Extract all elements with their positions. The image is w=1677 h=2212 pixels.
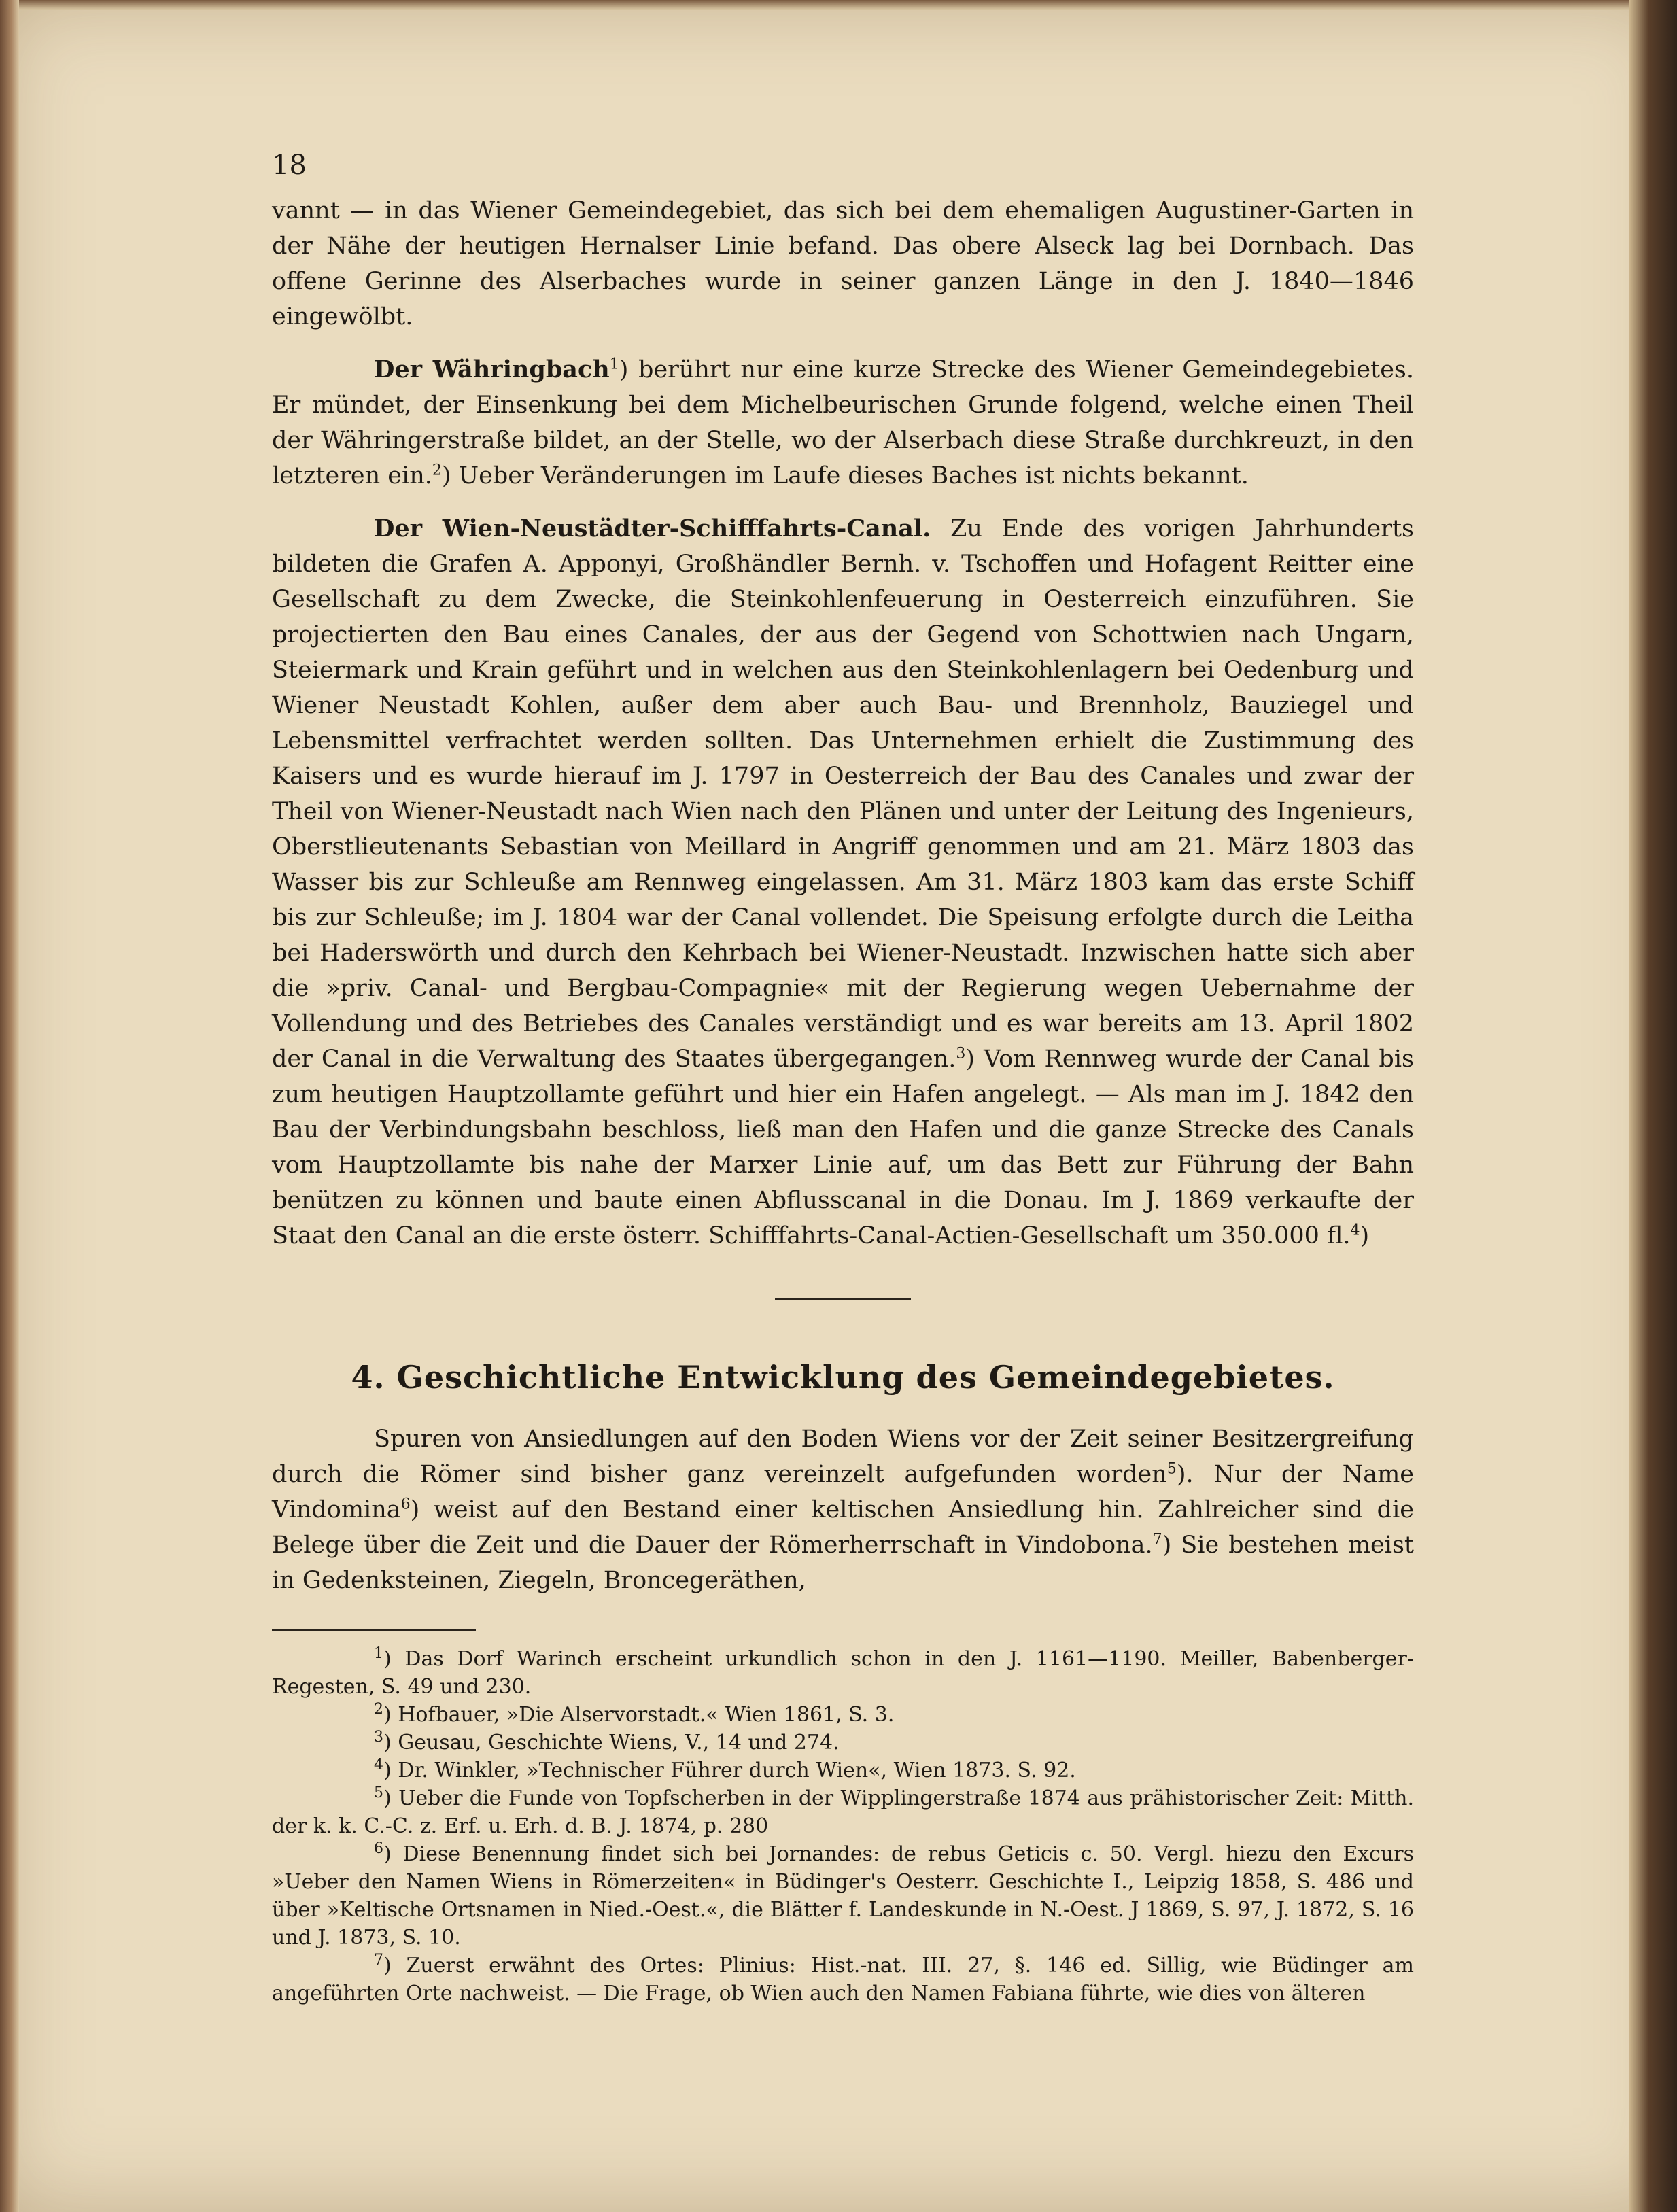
footnote-text: ) Diese Benennung findet sich bei Jornandes: de rebus Geticis c. 50. Vergl. hiezu den Excurs »Ueber den Namen Wiens in Römerzeiten« in Büdinger's Oesterr. Geschichte I., Leipzig 1858, S. 486 und über »Keltische Ortsnamen in Nied.-Oest.«, die Blätter f. Landeskunde in N.-Oest. J 1869, S. 97, J. 1872, S. 16 und J. 1873, S. 10.	[272, 1842, 1414, 1950]
paragraph-text: Zu Ende des vorigen Jahrhunderts bildeten die Grafen A. Apponyi, Großhändler Bernh. v. Tschoffen und Hofagent Reitter eine Gesellschaft zu dem Zwecke, die Steinkohlenfeuerung in Oesterreich einzuführen. Sie projectierten den Bau eines Canales, der aus der Gegend von Schottwien nach Ungarn, Steiermark und Krain geführt und in welchen aus den Steinkohlenlagern bei Oedenburg und Wiener Neustadt Kohlen, außer dem aber auch Bau- und Brennholz, Bauziegel und Lebensmittel verfrachtet werden sollten. Das Unternehmen erhielt die Zustimmung des Kaisers und es wurde hierauf im J. 1797 in Oesterreich der Bau des Canales und zwar der Theil von Wiener-Neustadt nach Wien nach den Plänen und unter der Leitung des Ingenieurs, Oberstlieutenants Sebastian von Meillard in Angriff genommen und am 21. März 1803 das Wasser bis zur Schleuße am Rennweg eingelassen. Am 31. März 1803 kam das erste Schiff bis zur Schleuße; im J. 1804 war der Canal vollendet. Die Speisung erfolgte durch die Leitha bei Haderswörth und durch den Kehrbach bei Wiener-Neustadt. Inzwischen hatte sich aber die »priv. Canal- und Bergbau-Compagnie« mit der Regierung wegen Uebernahme der Vollendung und des Betriebes des Canales verständigt und es war bereits am 13. April 1802 der Canal in die Verwaltung des Staates übergegangen.	[272, 515, 1414, 1073]
footnote-mark: 7	[374, 1952, 383, 1969]
footnote-text: ) Ueber die Funde von Topfscherben in der Wipplingerstraße 1874 aus prähistorischer Zeit: Mitth. der k. k. C.-C. z. Erf. u. Erh. d. B. J. 1874, p. 280	[272, 1786, 1414, 1838]
paragraph-lead-waehringbach: Der Währingbach	[374, 356, 610, 383]
footnote-ref-4: 4	[1350, 1222, 1360, 1239]
footnote-mark: 1	[374, 1645, 383, 1662]
page-content	[272, 150, 1414, 2007]
section-divider	[775, 1298, 911, 1300]
footnote-7	[272, 1952, 1414, 2007]
footnote-ref-1: 1	[609, 356, 619, 373]
paragraph-history	[272, 1421, 1414, 1598]
footnote-text: ) Hofbauer, »Die Alservorstadt.« Wien 1861, S. 3.	[383, 1703, 895, 1727]
footnote-5	[272, 1784, 1414, 1840]
page-top-edge	[0, 0, 1677, 10]
footnote-mark: 5	[374, 1784, 383, 1801]
footnote-ref-6: 6	[400, 1496, 411, 1513]
paragraph-text: ) Vom Rennweg wurde der Canal bis zum heutigen Hauptzollamte geführt und hier ein Hafen angelegt. — Als man im J. 1842 den Bau der Verbindungsbahn beschloss, ließ man den Hafen und die ganze Strecke des Canals vom Hauptzollamte bis nahe der Marxer Linie auf, um das Bett zur Führung der Bahn benützen zu können und baute einen Abflusscanal in die Donau. Im J. 1869 verkaufte der Staat den Canal an die erste österr. Schifffahrts-Canal-Actien-Gesellschaft um 350.000 fl.	[272, 1045, 1414, 1249]
paragraph-canal	[272, 511, 1414, 1254]
footnote-2	[272, 1701, 1414, 1729]
section-heading: 4. Geschichtliche Entwicklung des Gemeindegebietes.	[351, 1359, 1335, 1396]
paragraph-text: ) berührt nur eine kurze Strecke des Wiener Gemeindegebietes. Er mündet, der Einsenkung bei dem Michelbeurischen Grunde folgend, welche einen Theil der Währingerstraße bildet, an der Stelle, wo der Alserbach diese Straße durchkreuzt, in den letzteren ein.	[272, 356, 1414, 489]
footnote-4	[272, 1757, 1414, 1784]
footnote-mark: 2	[374, 1701, 383, 1718]
footnotes	[272, 1645, 1414, 2007]
footnote-mark: 6	[374, 1840, 383, 1857]
paragraph-lead-canal: Der Wien-Neustädter-Schifffahrts-Canal.	[374, 515, 931, 542]
book-cover-edge	[1629, 0, 1677, 2212]
footnote-text: ) Geusau, Geschichte Wiens, V., 14 und 274.	[383, 1731, 840, 1755]
paragraph-alserbach: vannt — in das Wiener Gemeindegebiet, das sich bei dem ehemaligen Augustiner-Garten in der Nähe der heutigen Hernalser Linie befand. Das obere Alseck lag bei Dornbach. Das offene Gerinne des Alserbaches wurde in seiner ganzen Länge in den J. 1840—1846 eingewölbt.	[272, 197, 1414, 330]
footnote-ref-5: 5	[1166, 1460, 1177, 1478]
footnote-mark: 4	[374, 1757, 383, 1774]
paragraph-text: ) weist auf den Bestand einer keltischen Ansiedlung hin. Zahlreicher sind die Belege über die Zeit und die Dauer der Römerherrschaft in Vindobona.	[272, 1496, 1414, 1559]
footnote-ref-7: 7	[1152, 1531, 1162, 1549]
paragraph-text: ) Ueber Veränderungen im Laufe dieses Baches ist nichts bekannt.	[441, 462, 1249, 489]
footnote-text: ) Dr. Winkler, »Technischer Führer durch Wien«, Wien 1873. S. 92.	[383, 1759, 1076, 1782]
paragraph-waehringbach	[272, 352, 1414, 494]
footnote-rule	[272, 1629, 476, 1631]
footnote-ref-2: 2	[432, 462, 442, 479]
footnote-ref-3: 3	[956, 1045, 966, 1062]
footnote-mark: 3	[374, 1729, 383, 1746]
footnote-text: ) Zuerst erwähnt des Ortes: Plinius: Hist.-nat. III. 27, §. 146 ed. Sillig, wie Büdinger am angeführten Orte nachweist. — Die Frage, ob Wien auch den Namen Fabiana führte, wie dies von älteren	[272, 1954, 1414, 2005]
paragraph-text: Spuren von Ansiedlungen auf den Boden Wiens vor der Zeit seiner Besitzergreifung durch die Römer sind bisher ganz vereinzelt aufgefunden worden	[272, 1425, 1414, 1488]
paragraph-text: ). Nur der Name Vindomina	[272, 1461, 1414, 1523]
paragraph-text: ) Sie bestehen meist in Gedenksteinen, Ziegeln, Broncegeräthen,	[272, 1532, 1414, 1594]
paragraph-text: )	[1360, 1222, 1370, 1249]
binding-edge	[0, 0, 19, 2212]
footnote-3	[272, 1729, 1414, 1757]
footnote-1	[272, 1645, 1414, 1701]
footnote-text: ) Das Dorf Warinch erscheint urkundlich schon in den J. 1161—1190. Meiller, Babenberger-Regesten, S. 49 und 230.	[272, 1647, 1414, 1699]
footnote-6	[272, 1840, 1414, 1952]
page-number: 18	[272, 150, 307, 181]
